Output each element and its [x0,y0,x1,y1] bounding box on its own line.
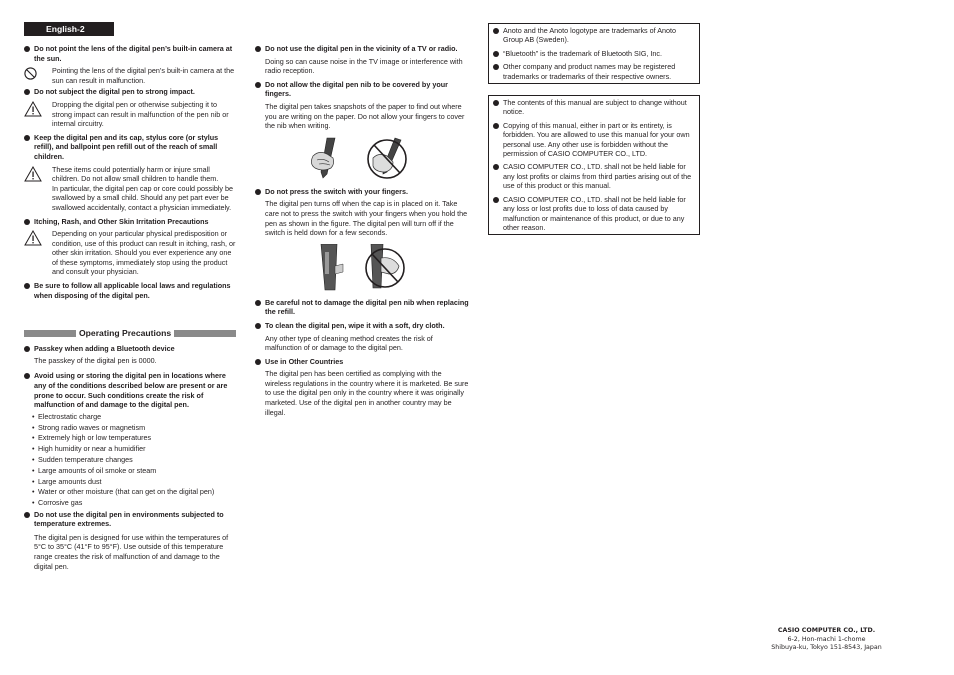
prohibited-switch-image [363,244,409,292]
left-column [24,22,236,571]
notice-item: Copying of this manual, either in part or its entirety, is forbidden. You are allowed to use this manual for your own personal use. Any other use is forbidden without the permission of CASIO COMPUTER CO., LTD. [492,121,696,159]
list-item: • High humidity or near a humidifier [32,444,236,454]
switch-figure [315,244,469,290]
trademark-item: Anoto and the Anoto logotype are trademarks of Anoto Group AB (Sweden). [492,26,696,45]
nib-damage-heading: Be careful not to damage the digital pen nib when replacing the refill. [255,298,469,317]
precaution-heading-disposal: Be sure to follow all applicable local laws and regulations when disposing of the digital pen. [24,281,236,300]
passkey-body: The passkey of the digital pen is 0000. [34,355,157,365]
tv-radio-body: Doing so can cause noise in the TV image or interference with radio reception. [265,56,463,76]
precaution-body-sun: Pointing the lens of the digital pen’s built-in camera at the sun can result in malfunction. [52,66,235,85]
company-name: CASIO COMPUTER CO., LTD. [777,627,876,634]
nib-cover-body: The digital pen takes snapshots of the paper to find out where you are writing on the paper. Do not allow your fingers to cover the nib when writing. [265,101,465,131]
company-info [768,627,885,653]
switch-body: The digital pen turns off when the cap is in placed on it. Take care not to press the switch with your fingers when you hold the pen as shown in the figure. The digital pen will turn off if the switch is held down for a few seconds. [265,199,468,238]
list-item: • Large amounts of oil smoke or steam [32,466,236,476]
list-item: • Electrostatic charge [32,412,236,422]
precaution-heading-impact: Do not subject the digital pen to strong impact. [24,87,236,97]
tv-radio-heading: Do not use the digital pen in the vicinity of a TV or radio. [255,44,469,54]
precaution-impact [24,100,236,129]
precaution-children [24,165,236,213]
section-title-text: Operating Precautions [79,327,172,338]
trademark-item: Other company and product names may be registered trademarks or trademarks of their respective owners. [492,62,696,81]
precaution-body-impact: Dropping the digital pen or otherwise subjecting it to strong impact can result in malfunction of the pen nib or internal circuitry. [52,99,229,129]
cleaning-body: Any other type of cleaning method creates the risk of malfunction of or damage to the digital pen. [265,333,433,353]
middle-column [255,44,469,417]
passkey-heading: Passkey when adding a Bluetooth device [24,344,236,354]
precaution-heading-sun: Do not point the lens of the digital pen’s built-in camera at the sun. [24,44,236,63]
precaution-body-skin: Depending on your particular physical predisposition or condition, use of this product can result in itching, rash, or other skin irritation. Should you ever experience any one of these symptoms, immediately stop using the product and consult your physician. [52,229,236,277]
page-label: English-2 [24,22,114,36]
precaution-sun [24,66,236,85]
precaution-body-children-2: In particular, the digital pen cap or core could possibly be swallowed by a small child. Should any pet part ever be swallowed accidentally, contact a physician immediately. [52,183,233,212]
prohibited-grip-image [365,136,411,180]
notice-item: CASIO COMPUTER CO., LTD. shall not be held liable for any loss or lost profits due to loss of data caused by malfunction or maintenance of this product, or due to any other reason. [492,195,696,233]
list-item: • Water or other moisture (that can get on the digital pen) [32,487,236,497]
warning-icon [24,229,52,249]
locations-heading: Avoid using or storing the digital pen in locations where any of the conditions described below are present or are prone to occur. Such conditions create the risk of malfunction of and damage to the digital pen. [24,371,236,409]
switch-heading: Do not press the switch with your fingers. [255,187,469,197]
notice-item: CASIO COMPUTER CO., LTD. shall not be held liable for any lost profits or claims from third parties arising out of the use of this product or this manual. [492,162,696,190]
other-countries-heading: Use in Other Countries [255,357,469,367]
temperature-heading: Do not use the digital pen in environments subjected to temperature extremes. [24,510,236,529]
notices-box [488,95,700,235]
right-column [488,23,700,235]
hand-holding-pen-image [305,136,351,180]
list-item: • Sudden temperature changes [32,455,236,465]
operating-precautions-title [24,329,236,338]
pen-switch-image [315,244,345,292]
list-item: • Corrosive gas [32,498,236,508]
cleaning-heading: To clean the digital pen, wipe it with a soft, dry cloth. [255,321,469,331]
warning-icon [24,165,52,185]
trademark-item: “Bluetooth” is the trademark of Bluetooth SIG, Inc. [492,49,696,58]
other-countries-body: The digital pen has been certified as complying with the wireless regulations in the country where it is marketed. Be sure to use the digital pen only in the country where it was originally marketed. Use of the digital pen in another country may be illegal. [265,369,469,417]
prohibition-icon [24,66,52,83]
title-bar-left [24,330,76,337]
company-address-line2: Shibuya-ku, Tokyo 151-8543, Japan [771,644,882,652]
precaution-skin [24,229,236,277]
notice-item: The contents of this manual are subject to change without notice. [492,98,696,117]
list-item: • Extremely high or low temperatures [32,433,236,443]
list-item: • Large amounts dust [32,477,236,487]
precaution-heading-skin: Itching, Rash, and Other Skin Irritation Precautions [24,217,236,227]
trademarks-box [488,23,700,84]
nib-cover-figure [305,136,469,182]
title-bar-right [174,330,236,337]
conditions-list [24,412,236,508]
precaution-heading-children: Keep the digital pen and its cap, stylus core (or stylus refill), and ballpoint pen refill out of the reach of small children. [24,133,236,162]
temperature-body: The digital pen is designed for use within the temperatures of 5°C to 35°C (41°F to 95°F). Use outside of this temperature range creates the risk of malfunction of and damage to the digital pen. [34,532,229,571]
warning-icon [24,100,52,120]
precaution-body-children-1: These items could potentially harm or injure small children. Do not allow small children to handle them. [52,164,219,184]
list-item: • Strong radio waves or magnetism [32,423,236,433]
company-address-line1: 6-2, Hon-machi 1-chome [787,635,866,643]
nib-cover-heading: Do not allow the digital pen nib to be covered by your fingers. [255,80,469,99]
